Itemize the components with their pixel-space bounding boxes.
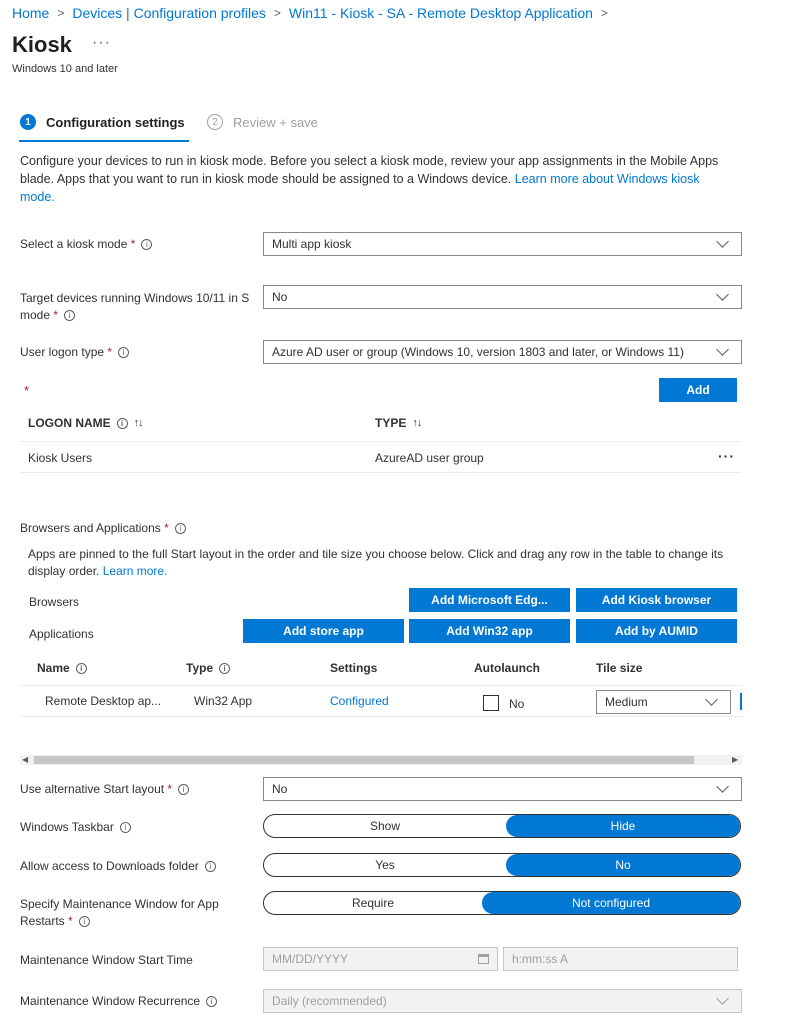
required-marker: * xyxy=(53,308,59,322)
s-mode-dropdown[interactable]: No xyxy=(263,285,742,309)
step-label: Configuration settings xyxy=(46,114,185,130)
calendar-icon[interactable] xyxy=(478,954,489,964)
app-type-cell: Win32 App xyxy=(194,694,253,708)
taskbar-show-option[interactable]: Show xyxy=(369,819,401,833)
maintenance-toggle[interactable] xyxy=(263,891,741,915)
col-app-type[interactable]: Type i xyxy=(186,661,230,675)
chevron-right-icon: > xyxy=(600,6,608,20)
downloads-yes-option[interactable]: Yes xyxy=(375,858,395,872)
col-type[interactable]: TYPE ↑↓ xyxy=(375,416,422,430)
applications-label: Applications xyxy=(29,627,94,641)
info-icon[interactable]: i xyxy=(175,523,186,534)
col-settings: Settings xyxy=(330,661,378,675)
required-marker: * xyxy=(107,345,113,359)
chevron-right-icon: > xyxy=(57,6,65,20)
chevron-down-icon xyxy=(716,235,729,248)
user-type-cell: AzureAD user group xyxy=(375,451,484,465)
row-more-icon[interactable]: ··· xyxy=(718,448,735,464)
maint-start-time-input[interactable]: h:mm:ss A xyxy=(503,947,738,971)
required-marker: * xyxy=(164,521,169,535)
scroll-left-icon[interactable]: ◀ xyxy=(22,755,29,764)
breadcrumb xyxy=(12,5,616,21)
logon-type-label: User logon type * i xyxy=(20,344,129,361)
col-logon-name[interactable]: LOGON NAME i ↑↓ xyxy=(28,416,143,430)
required-marker: * xyxy=(130,237,136,251)
col-name[interactable]: Name i xyxy=(37,661,87,675)
info-icon[interactable]: i xyxy=(205,861,216,872)
taskbar-label: Windows Taskbar i xyxy=(20,819,131,836)
info-icon[interactable]: i xyxy=(64,310,75,321)
info-icon[interactable]: i xyxy=(206,996,217,1007)
add-store-app-button[interactable]: Add store app xyxy=(243,619,404,643)
maint-recurrence-dropdown[interactable]: Daily (recommended) xyxy=(263,989,742,1013)
add-aumid-button[interactable]: Add by AUMID xyxy=(576,619,737,643)
active-tab-indicator xyxy=(19,140,189,142)
kiosk-mode-dropdown[interactable]: Multi app kiosk xyxy=(263,232,742,256)
maint-start-label: Maintenance Window Start Time xyxy=(20,953,193,967)
scroll-right-icon[interactable]: ▶ xyxy=(732,755,739,764)
browsers-label: Browsers xyxy=(29,595,80,609)
maint-start-date-input[interactable]: MM/DD/YYYY xyxy=(263,947,498,971)
learn-more-link[interactable]: Learn more. xyxy=(102,564,168,578)
apps-label: Browsers and Applications * i xyxy=(20,520,186,537)
downloads-toggle[interactable] xyxy=(263,853,741,877)
step-number-icon: 2 xyxy=(207,114,223,130)
s-mode-label: Target devices running Windows 10/11 in S mode * i xyxy=(20,291,250,322)
step-number-icon: 1 xyxy=(20,114,36,130)
app-settings-link[interactable]: Configured xyxy=(330,694,389,708)
add-kiosk-browser-button[interactable]: Add Kiosk browser xyxy=(576,588,737,612)
user-name-cell: Kiosk Users xyxy=(28,451,93,465)
scrollbar-thumb[interactable] xyxy=(34,756,694,764)
taskbar-hide-option[interactable]: Hide xyxy=(506,815,740,837)
divider xyxy=(20,472,742,473)
info-icon[interactable]: i xyxy=(76,663,87,674)
divider xyxy=(20,685,742,686)
chevron-right-icon: > xyxy=(273,6,281,20)
sort-icon[interactable]: ↑↓ xyxy=(133,417,143,429)
breadcrumb-config-profiles[interactable]: Devices | Configuration profiles xyxy=(72,5,266,21)
kiosk-description xyxy=(20,152,730,206)
col-tile-size: Tile size xyxy=(596,661,643,675)
col-autolaunch: Autolaunch xyxy=(474,661,540,675)
tab-configuration-settings[interactable] xyxy=(20,114,185,130)
chevron-down-icon xyxy=(716,288,729,301)
info-icon[interactable]: i xyxy=(117,418,128,429)
chevron-down-icon xyxy=(716,780,729,793)
downloads-label: Allow access to Downloads folder i xyxy=(20,858,216,875)
downloads-no-option[interactable]: No xyxy=(506,854,740,876)
taskbar-toggle[interactable] xyxy=(263,814,741,838)
row-focus-indicator xyxy=(740,693,742,710)
breadcrumb-home[interactable]: Home xyxy=(12,5,50,21)
description-text: Configure your devices to run in kiosk mode. Before you select a kiosk mode, review your app assignments in the Mobile Apps blade. Apps that you want to run in kiosk mode should be assigned to a Windows device. xyxy=(20,154,719,186)
tile-size-dropdown[interactable]: Medium xyxy=(596,690,731,714)
required-marker: * xyxy=(68,914,73,928)
apps-help: Apps are pinned to the full Start layout in the order and tile size you choose below. Click and drag any row in the table to change its display order. Learn more. xyxy=(28,547,724,578)
more-options-icon[interactable]: ··· xyxy=(92,34,111,51)
info-icon[interactable]: i xyxy=(118,347,129,358)
maintenance-not-configured-option[interactable]: Not configured xyxy=(482,892,740,914)
page-subtitle: Windows 10 and later xyxy=(12,63,118,75)
info-icon[interactable]: i xyxy=(178,784,189,795)
autolaunch-label: No xyxy=(509,697,525,711)
sort-icon[interactable]: ↑↓ xyxy=(412,417,422,429)
info-icon[interactable]: i xyxy=(141,239,152,250)
chevron-down-icon xyxy=(705,693,718,706)
required-marker: * xyxy=(167,782,173,796)
step-label: Review + save xyxy=(233,114,318,130)
info-icon[interactable]: i xyxy=(79,916,90,927)
alt-start-label: Use alternative Start layout * i xyxy=(20,781,189,798)
divider xyxy=(20,716,742,717)
page-title: Kiosk xyxy=(12,32,72,57)
add-win32-app-button[interactable]: Add Win32 app xyxy=(409,619,570,643)
maint-recurrence-label: Maintenance Window Recurrence i xyxy=(20,993,217,1010)
logon-type-dropdown[interactable]: Azure AD user or group (Windows 10, version 1803 and later, or Windows 11) xyxy=(263,340,742,364)
chevron-down-icon xyxy=(716,992,729,1005)
learn-more-kiosk-link[interactable]: Learn more about Windows kiosk mode. xyxy=(20,172,700,204)
app-name-cell: Remote Desktop ap... xyxy=(45,694,162,708)
autolaunch-checkbox[interactable] xyxy=(483,695,499,711)
breadcrumb-profile[interactable]: Win11 - Kiosk - SA - Remote Desktop Application xyxy=(288,5,593,21)
maintenance-label: Specify Maintenance Window for App Restarts * i xyxy=(20,897,219,928)
tab-review-save[interactable] xyxy=(207,114,318,130)
kiosk-mode-label: Select a kiosk mode * i xyxy=(20,236,152,253)
info-icon[interactable]: i xyxy=(219,663,230,674)
maintenance-require-option[interactable]: Require xyxy=(351,896,395,910)
divider xyxy=(20,441,742,442)
add-edge-button[interactable]: Add Microsoft Edg... xyxy=(409,588,570,612)
chevron-down-icon xyxy=(716,343,729,356)
required-marker: * xyxy=(24,383,30,398)
alt-start-dropdown[interactable]: No xyxy=(263,777,742,801)
info-icon[interactable]: i xyxy=(120,822,131,833)
add-user-button[interactable]: Add xyxy=(659,378,737,402)
